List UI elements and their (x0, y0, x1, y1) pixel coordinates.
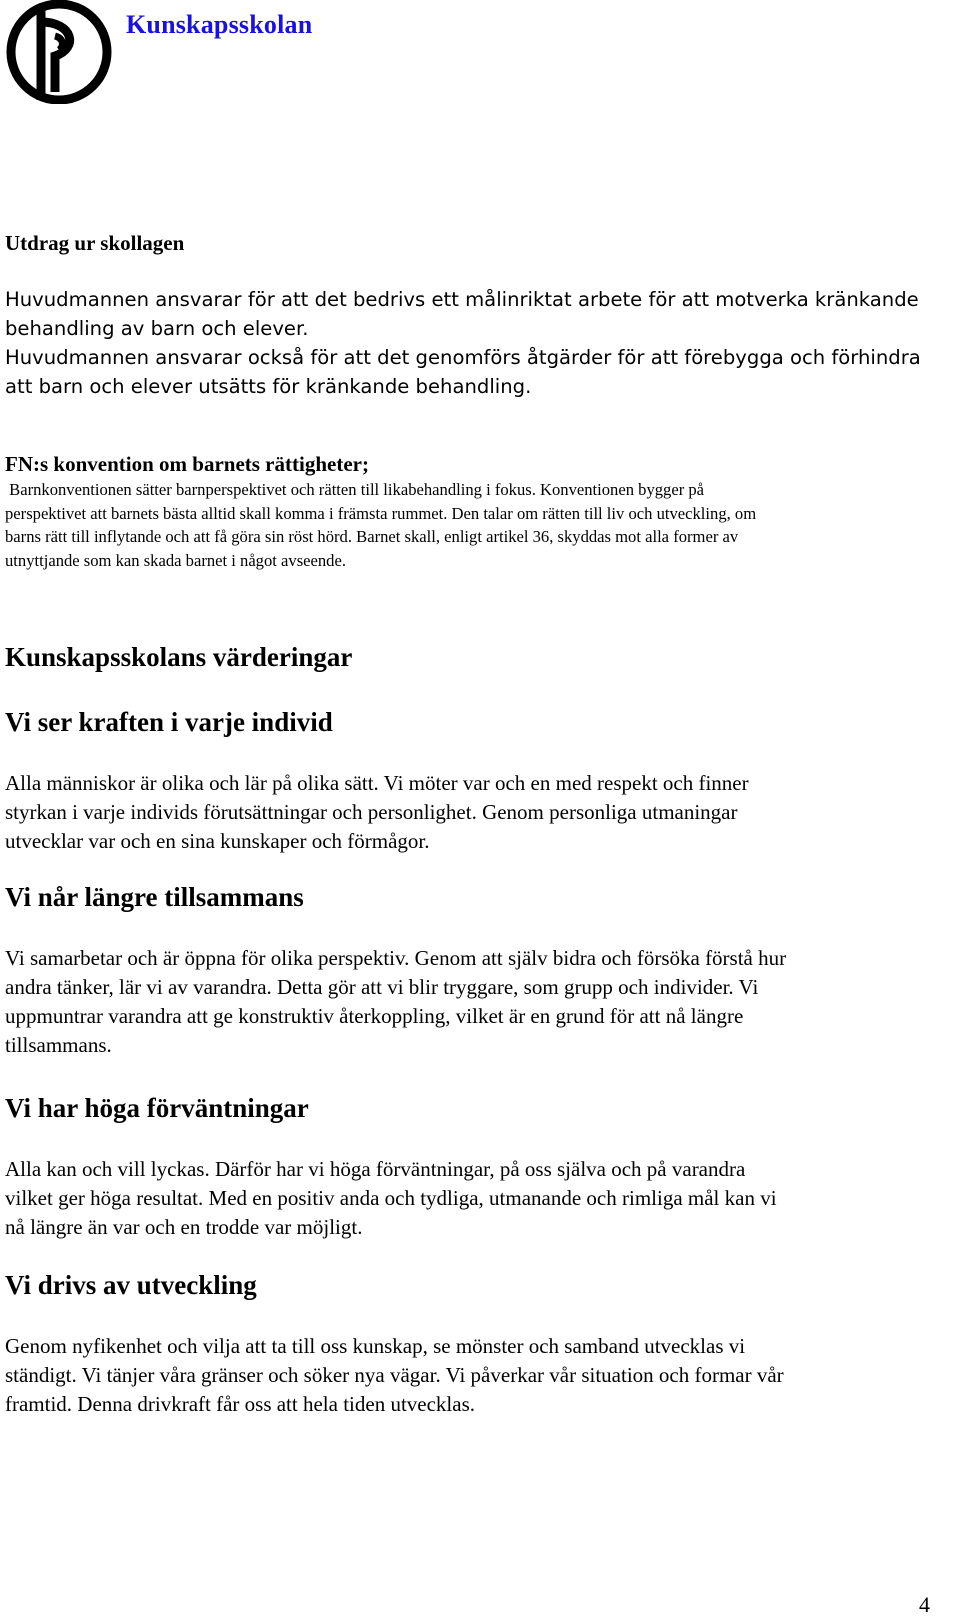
page-header (0, 0, 960, 110)
kunskapsskolan-logo-icon (3, 0, 115, 104)
value-line: Alla kan och vill lyckas. Därför har vi höga förväntningar, på oss själva och på varandra (5, 1157, 746, 1181)
fn-line: barns rätt till inflytande och att få göra sin röst hörd. Barnet skall, enligt artikel 36, skyddas mot alla former av (5, 527, 739, 546)
fn-line: utnyttjande som kan skada barnet i något avseende. (5, 550, 346, 570)
value-section (5, 880, 945, 1060)
value-line: framtid. Denna drivkraft får oss att hela tiden utvecklas. (5, 1392, 475, 1416)
value-section (5, 1268, 945, 1419)
value-line: ständigt. Vi tänjer våra gränser och söker nya vägar. Vi påverkar vår situation och formar vår (5, 1363, 784, 1387)
value-line: utvecklar var och en sina kunskaper och förmågor. (5, 829, 430, 853)
value-line: Alla människor är olika och lär på olika sätt. Vi möter var och en med respekt och finner (5, 771, 749, 795)
fn-line: Barnkonventionen sätter barnperspektivet och rätten till likabehandling i fokus. Konventionen bygger på (5, 480, 705, 499)
values-title (5, 640, 945, 674)
skollagen-line: Huvudmannen ansvarar för att det bedrivs ett målinriktat arbete för att motverka kränkande (5, 288, 919, 311)
value-line: Genom nyfikenhet och vilja att ta till oss kunskap, se mönster och samband utvecklas vi (5, 1334, 746, 1358)
value-line: andra tänker, lär vi av varandra. Detta gör att vi blir tryggare, som grupp och individer. Vi (5, 975, 759, 999)
skollagen-section (5, 229, 945, 401)
value-heading: Vi når längre tillsammans (5, 882, 304, 912)
page-number: 4 (919, 1592, 930, 1617)
skollagen-line: att barn och elever utsätts för kränkande behandling. (5, 375, 532, 398)
brand-name: Kunskapsskolan (126, 10, 313, 39)
value-line: tillsammans. (5, 1033, 112, 1057)
value-heading: Vi har höga förväntningar (5, 1093, 309, 1123)
values-heading: Kunskapsskolans värderingar (5, 642, 353, 672)
fn-heading: FN:s konvention om barnets rättigheter; (5, 452, 369, 476)
value-line: Vi samarbetar och är öppna för olika perspektiv. Genom att själv bidra och försöka förstå hur (5, 946, 787, 970)
value-section (5, 1091, 945, 1242)
fn-line: perspektivet att barnets bästa alltid skall komma i främsta rummet. Den talar om rätten till liv och utveckling, om (5, 503, 757, 523)
value-line: vilket ger höga resultat. Med en positiv anda och tydliga, utmanande och rimliga mål kan vi (5, 1186, 777, 1210)
value-heading: Vi ser kraften i varje individ (5, 707, 333, 737)
value-heading: Vi drivs av utveckling (5, 1270, 257, 1300)
value-section (5, 705, 945, 856)
skollagen-line: Huvudmannen ansvarar också för att det genomförs åtgärder för att förebygga och förhindra (5, 346, 921, 369)
fn-section (5, 450, 945, 572)
value-line: styrkan i varje individs förutsättningar och personlighet. Genom personliga utmaningar (5, 800, 738, 824)
skollagen-line: behandling av barn och elever. (5, 317, 309, 340)
value-line: nå längre än var och en trodde var möjligt. (5, 1215, 363, 1239)
value-line: uppmuntrar varandra att ge konstruktiv återkoppling, vilket är en grund för att nå längre (5, 1004, 744, 1028)
skollagen-heading: Utdrag ur skollagen (5, 231, 185, 255)
